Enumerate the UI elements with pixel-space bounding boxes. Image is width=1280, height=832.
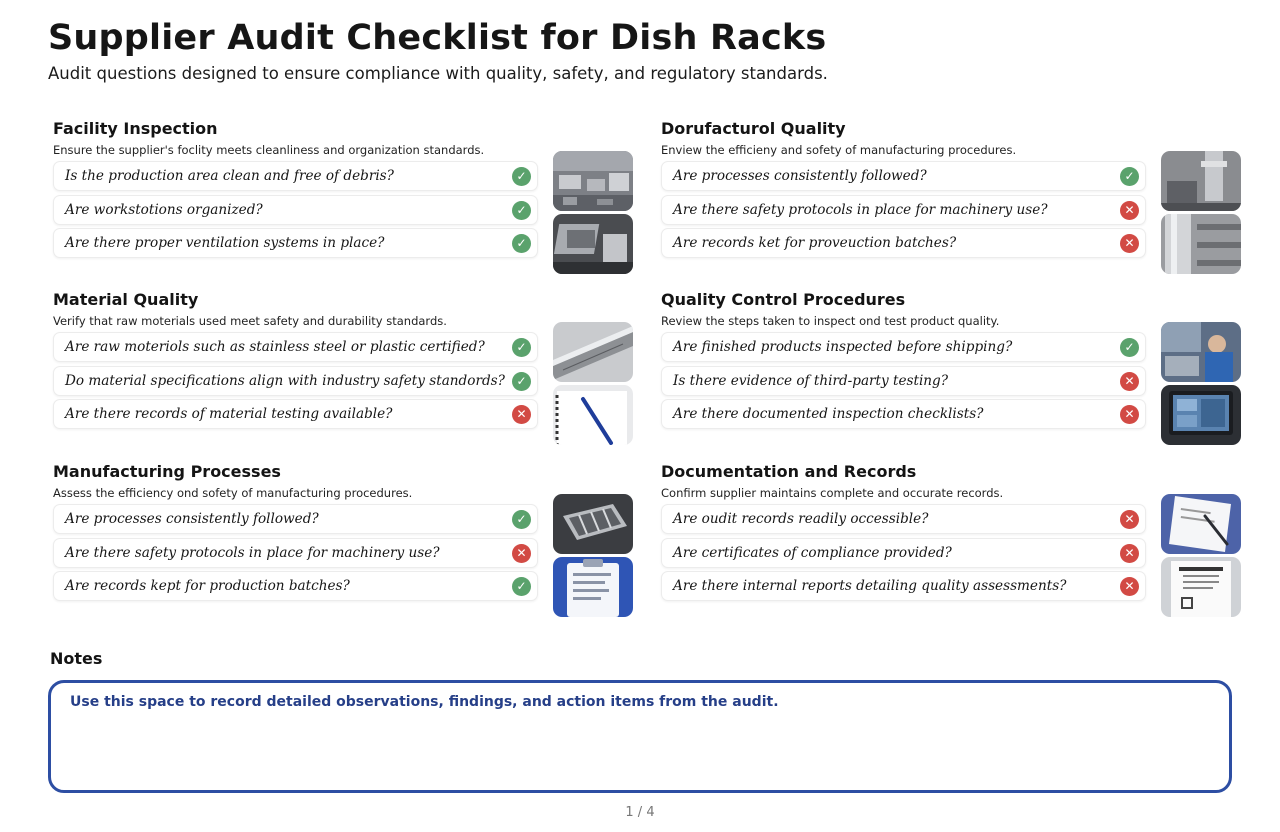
metal-racks-photo bbox=[553, 214, 633, 274]
question-text: Are certificates of compliance provided? bbox=[673, 544, 952, 561]
industrial-equipment-photo bbox=[1161, 151, 1241, 211]
question-text: Are oudit records readily occessible? bbox=[673, 511, 929, 527]
question-text: Are there records of material testing available? bbox=[65, 406, 393, 422]
section-description: Confirm supplier maintains complete and occurate records. bbox=[661, 486, 1004, 500]
question-text: Are there safety protocols in place for machinery use? bbox=[65, 544, 440, 561]
question-row[interactable] bbox=[661, 332, 1146, 362]
page-subtitle: Audit questions designed to ensure compliance with quality, safety, and regulatory standards. bbox=[48, 64, 828, 83]
clipboard-photo bbox=[553, 557, 633, 617]
cross-icon[interactable]: ✕ bbox=[1120, 201, 1139, 220]
question-row[interactable] bbox=[661, 504, 1146, 534]
section-description: Enview the efficieny and sofety of manufacturing procedures. bbox=[661, 143, 1017, 157]
section-title: Facility Inspection bbox=[53, 119, 218, 138]
question-row[interactable] bbox=[53, 228, 538, 258]
inspector-photo bbox=[1161, 322, 1241, 382]
section-5 bbox=[661, 460, 1246, 594]
section-description: Review the steps taken to inspect ond test product quality. bbox=[661, 314, 1000, 328]
question-row[interactable] bbox=[53, 504, 538, 534]
monitor-screen-photo bbox=[1161, 385, 1241, 445]
question-row[interactable] bbox=[661, 195, 1146, 225]
question-row[interactable] bbox=[53, 332, 538, 362]
notes-field[interactable] bbox=[48, 680, 1232, 793]
check-icon[interactable]: ✓ bbox=[512, 234, 531, 253]
question-text: Are raw moteriols such as stainless steel or plastic certified? bbox=[65, 339, 485, 355]
cross-icon[interactable]: ✕ bbox=[1120, 544, 1139, 563]
section-4 bbox=[53, 460, 638, 594]
question-row[interactable] bbox=[661, 538, 1146, 568]
section-title: Quality Control Procedures bbox=[661, 290, 906, 309]
section-0 bbox=[53, 117, 638, 251]
cross-icon[interactable]: ✕ bbox=[1120, 234, 1139, 253]
question-list bbox=[53, 332, 538, 433]
section-title: Dorufacturol Quality bbox=[661, 119, 846, 138]
section-title: Manufacturing Processes bbox=[53, 462, 281, 481]
cross-icon[interactable]: ✕ bbox=[1120, 405, 1139, 424]
question-text: Is there evidence of third-party testing? bbox=[673, 372, 949, 389]
check-icon[interactable]: ✓ bbox=[512, 510, 531, 529]
check-icon[interactable]: ✓ bbox=[1120, 167, 1139, 186]
check-icon[interactable]: ✓ bbox=[512, 372, 531, 391]
question-row[interactable] bbox=[53, 571, 538, 601]
question-text: Are records kept for production batches? bbox=[65, 578, 350, 594]
cross-icon[interactable]: ✕ bbox=[512, 405, 531, 424]
notebook-pen-photo bbox=[553, 385, 633, 445]
question-row[interactable] bbox=[53, 538, 538, 568]
question-text: Do material specifications align with industry safety standords? bbox=[65, 372, 505, 389]
question-list bbox=[661, 332, 1146, 433]
question-row[interactable] bbox=[661, 161, 1146, 191]
check-icon[interactable]: ✓ bbox=[512, 167, 531, 186]
cross-icon[interactable]: ✕ bbox=[1120, 510, 1139, 529]
notes-label: Notes bbox=[50, 649, 103, 668]
section-title: Material Quality bbox=[53, 290, 199, 309]
question-row[interactable] bbox=[53, 366, 538, 396]
dish-rack-photo bbox=[553, 494, 633, 554]
question-text: Are there proper ventilation systems in place? bbox=[65, 235, 385, 251]
page-title: Supplier Audit Checklist for Dish Racks bbox=[48, 18, 827, 58]
question-list bbox=[661, 504, 1146, 605]
question-text: Are processes consistently followed? bbox=[673, 168, 927, 184]
question-list bbox=[53, 504, 538, 605]
check-icon[interactable]: ✓ bbox=[512, 338, 531, 357]
steel-sheet-photo bbox=[553, 322, 633, 382]
check-icon[interactable]: ✓ bbox=[512, 577, 531, 596]
question-row[interactable] bbox=[661, 366, 1146, 396]
question-list bbox=[661, 161, 1146, 262]
section-description: Ensure the supplier's foclity meets cleanliness and organization standards. bbox=[53, 143, 485, 157]
page-indicator: 1 / 4 bbox=[625, 805, 655, 820]
steel-pipes-photo bbox=[1161, 214, 1241, 274]
question-text: Are there internal reports detailing quality assessments? bbox=[673, 578, 1067, 594]
section-1 bbox=[661, 117, 1246, 251]
question-row[interactable] bbox=[661, 571, 1146, 601]
section-2 bbox=[53, 288, 638, 422]
question-text: Are processes consistently followed? bbox=[65, 511, 319, 527]
check-icon[interactable]: ✓ bbox=[1120, 338, 1139, 357]
document-pen-photo bbox=[1161, 494, 1241, 554]
question-text: Are there safety protocols in place for machinery use? bbox=[673, 201, 1048, 218]
question-row[interactable] bbox=[53, 161, 538, 191]
notes-placeholder: Use this space to record detailed observations, findings, and action items from the audit. bbox=[70, 694, 779, 710]
cross-icon[interactable]: ✕ bbox=[512, 544, 531, 563]
question-row[interactable] bbox=[661, 399, 1146, 429]
factory-floor-photo bbox=[553, 151, 633, 211]
question-text: Is the production area clean and free of debris? bbox=[65, 168, 394, 184]
question-list bbox=[53, 161, 538, 262]
cross-icon[interactable]: ✕ bbox=[1120, 577, 1139, 596]
question-text: Are records ket for proveuction batches? bbox=[673, 235, 957, 251]
question-row[interactable] bbox=[53, 399, 538, 429]
section-description: Assess the efficiency ond sofety of manufacturing procedures. bbox=[53, 486, 413, 500]
question-text: Are workstotions organized? bbox=[65, 201, 263, 218]
cross-icon[interactable]: ✕ bbox=[1120, 372, 1139, 391]
question-row[interactable] bbox=[661, 228, 1146, 258]
check-icon[interactable]: ✓ bbox=[512, 201, 531, 220]
section-description: Verify that raw moterials used meet safety and durability standards. bbox=[53, 314, 447, 328]
section-title: Documentation and Records bbox=[661, 462, 917, 481]
question-text: Are finished products inspected before shipping? bbox=[673, 339, 1013, 355]
certificate-photo bbox=[1161, 557, 1241, 617]
question-row[interactable] bbox=[53, 195, 538, 225]
question-text: Are there documented inspection checklists? bbox=[673, 406, 984, 422]
section-3 bbox=[661, 288, 1246, 422]
